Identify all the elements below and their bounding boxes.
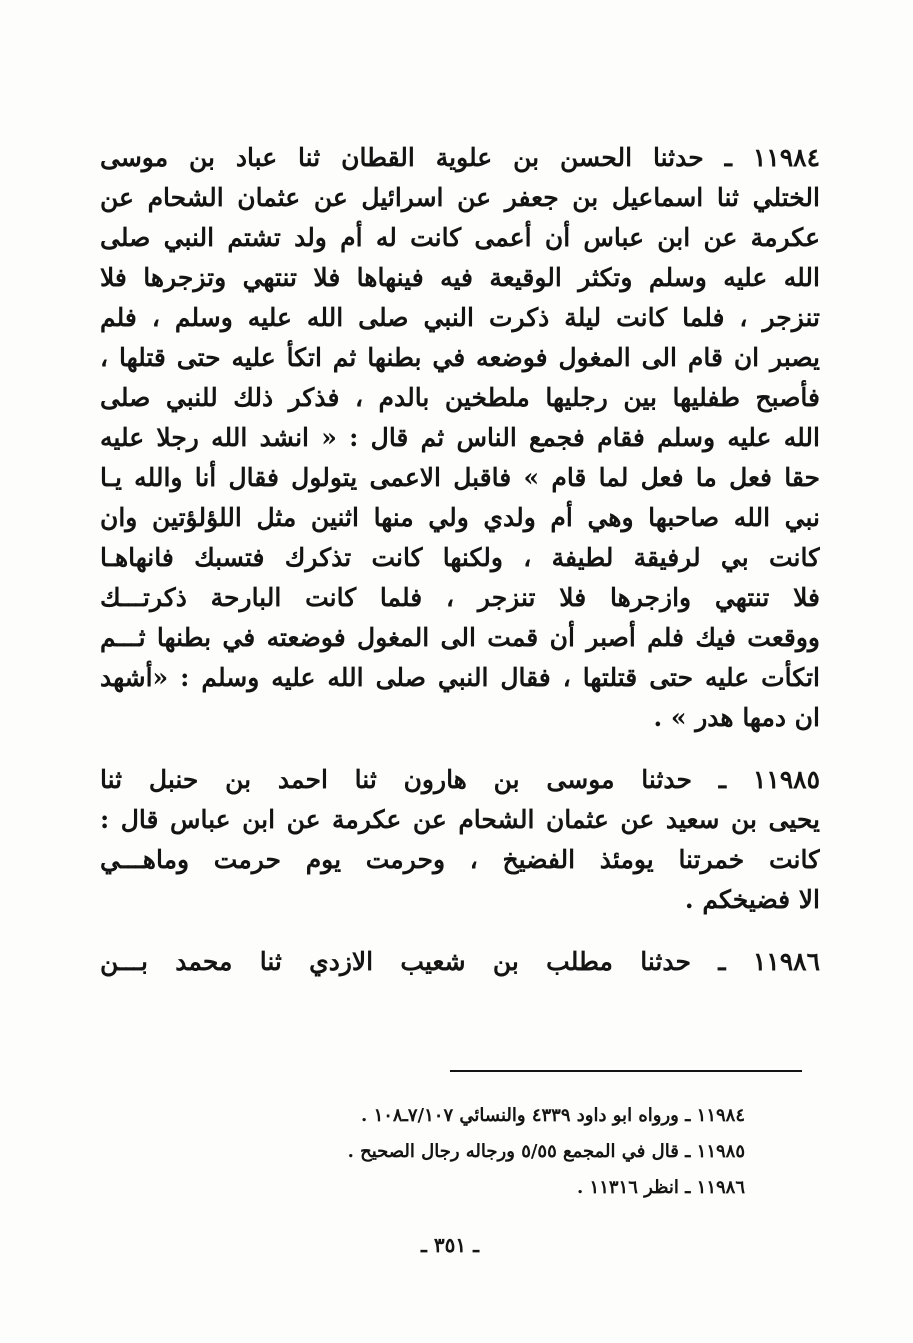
text-line: حقا فعل ما فعل لما قام » فاقبل الاعمى يتولول فقال أنا والله يـا [100, 463, 820, 492]
paragraph-gap [100, 738, 820, 760]
footnote-11985: ١١٩٨٥ ـ قال في المجمع ٥/٥٥ ورجاله رجال الصحيح . [347, 1141, 745, 1162]
paragraph-gap [100, 920, 820, 942]
hadith-11986 [100, 942, 820, 982]
text-line: ١١٩٨٤ ـ حدثنا الحسن بن علوية القطان ثنا عباد بن موسى [100, 143, 820, 172]
hadith-11984 [100, 138, 820, 738]
text-line: فأصبح طفليها بين رجليها ملطخين بالدم ، فذكر ذلك للنبي صلى [100, 383, 820, 412]
text-line: الله عليه وسلم فقام فجمع الناس ثم قال : « انشد الله رجلا عليه [100, 423, 820, 452]
footnote-separator [450, 1070, 802, 1072]
text-line: اتكأت عليه حتى قتلتها ، فقال النبي صلى الله عليه وسلم : «أشهد [100, 663, 820, 692]
footnote-11986: ١١٩٨٦ ـ انظر ١١٣١٦ . [576, 1177, 745, 1198]
text-line: كانت خمرتنا يومئذ الفضيخ ، وحرمت يوم حرمت وماهـــي [100, 845, 820, 874]
text-line: ان دمها هدر » . [653, 703, 820, 732]
page-number: ـ ٣٥١ ـ [421, 1233, 479, 1257]
text-line: الله عليه وسلم وتكثر الوقيعة فيه فينهاها فلا تنتهي وتزجرها فلا [100, 263, 820, 292]
hadith-11985 [100, 760, 820, 920]
main-text [100, 138, 820, 982]
text-line: تنزجر ، فلما كانت ليلة ذكرت النبي صلى الله عليه وسلم ، فلم [100, 303, 820, 332]
footnotes [200, 1098, 745, 1206]
text-line: ١١٩٨٦ ـ حدثنا مطلب بن شعيب الازدي ثنا محمد بـــن [100, 947, 820, 976]
text-line: نبي الله صاحبها وهي أم ولدي ولي منها اثنين مثل اللؤلؤتين وان [100, 503, 820, 532]
text-line: عكرمة عن ابن عباس أن أعمى كانت له أم ولد تشتم النبي صلى [100, 223, 820, 252]
text-line: يحيى بن سعيد عن عثمان الشحام عن عكرمة عن ابن عباس قال : [100, 805, 820, 834]
text-line: ١١٩٨٥ ـ حدثنا موسى بن هارون ثنا احمد بن حنبل ثنا [100, 765, 820, 794]
text-line: يصبر ان قام الى المغول فوضعه في بطنها ثم اتكأ عليه حتى قتلها ، [100, 343, 820, 372]
footnote-11984: ١١٩٨٤ ـ ورواه ابو داود ٤٣٣٩ والنسائي ٧/١٠٧ـ١٠٨ . [361, 1105, 745, 1126]
text-line: فلا تنتهي وازجرها فلا تنزجر ، فلما كانت البارحة ذكرتـــك [100, 583, 820, 612]
text-line: الختلي ثنا اسماعيل بن جعفر عن اسرائيل عن عثمان الشحام عن [100, 183, 820, 212]
text-line: كانت بي لرفيقة لطيفة ، ولكنها كانت تذكرك فتسبك فانهاهـا [100, 543, 820, 572]
text-line: ووقعت فيك فلم أصبر أن قمت الى المغول فوضعته في بطنها ثـــم [100, 623, 820, 652]
text-line: الا فضيخكم . [684, 885, 820, 914]
